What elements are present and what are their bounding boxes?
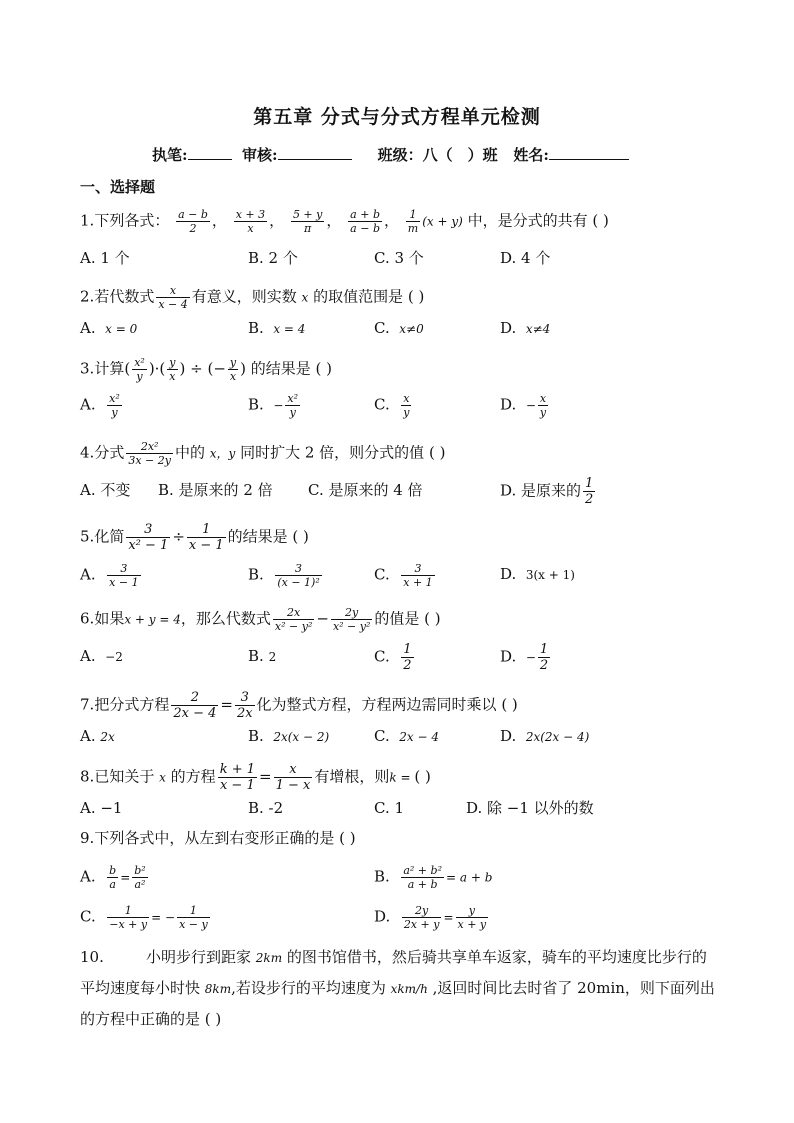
q8-text: 已知关于 [94,767,155,786]
reviewer-label: 审核: [242,146,278,164]
q5-text: 化简 [94,527,125,546]
q8-option-b[interactable]: B. -2 [248,799,284,817]
q3-fraction-3: $\frac{y}{x}$ [229,356,237,383]
q4-option-d[interactable]: D. 是原来的 $\frac{1}{2}$ [500,476,594,507]
q8-fraction-2: $\frac{x}{1 - x}$ [275,762,311,793]
q4-fraction: $\frac{\text{2x²}}{3x - 2y}$ [128,440,171,467]
q7-option-b[interactable]: B. 2x(x − 2) [248,727,330,745]
q5-option-d[interactable]: D. 3(x + 1) [500,565,575,583]
q1-option-b[interactable]: B. 2 个 [248,249,298,267]
q3-fraction-2: $\frac{y}{x}$ [169,356,176,383]
q4-option-a[interactable]: A. 不变 [80,481,131,499]
q9-text: 下列各式中，从左到右变形正确的是 ( ) [94,829,356,847]
question-2: 2.若代数式 $\frac{x}{x - 4}$ 有意义，则实数 x 的取值范围是 ( ) [80,284,425,311]
q1-expr-5: $\frac{1}{m}$ [407,208,419,235]
question-1: 1.下列各式： $\frac{a - b}{2}$ ， $\frac{x + 3}{x}$ ， $\frac{5 + y}{\pi}$ ， $\frac{a + b}{a - b}$ ， $\frac{1}{m}$ (x + y) 中，是分式的共有 ( ) [80,208,609,235]
name-label: 姓名: [513,146,549,164]
q9-option-b[interactable]: B. $\frac{\text{a² + b²}}{a + b}$ = a + b [374,864,493,891]
q2-option-b[interactable]: B. x = 4 [248,319,306,337]
q1-option-c[interactable]: C. 3 个 [374,249,424,267]
q5-option-c[interactable]: C. $\frac{3}{x + 1}$ [374,562,433,589]
question-8: 8.已知关于 x 的方程 $\frac{k + 1}{x - 1}$ = $\frac{x}{1 - x}$ 有增根，则k = ( ) [80,762,431,793]
q3-option-c[interactable]: C. $\frac{x}{y}$ [374,392,410,419]
q4-text: 分式 [94,443,125,462]
q1-text-tail: 中，是分式的共有 ( ) [462,211,609,230]
q7-text: 把分式方程 [94,695,170,714]
q6-option-d[interactable]: D. − $\frac{1}{2}$ [500,642,549,673]
q5-option-a[interactable]: A. $\frac{3}{x - 1}$ [80,562,139,589]
q6-fraction-2: $\frac{2y}{\text{x² − y²}}$ [332,606,371,633]
q6-option-c[interactable]: C. $\frac{1}{2}$ [374,642,412,673]
q6-condition: x + y = 4 [124,612,181,627]
q7-fraction-1: $\frac{2}{2x - 4}$ [173,690,217,721]
q8-option-c[interactable]: C. 1 [374,799,405,817]
q2-option-d[interactable]: D. x≠4 [500,319,551,337]
question-10: 10. 小明步行到距家 2km 的图书馆借书，然后骑共享单车返家，骑车的平均速度比步行的平均速度每小时快 8km,若设步行的平均速度为 xkm/h ,返回时间比去时省了 20min，则下面列出的方程中正确的是 ( ) [80,942,720,1034]
q3-fraction-1: $\frac{\text{x²}}{y}$ [134,356,145,383]
section-heading: 一、选择题 [80,178,156,196]
q1-expr-4: $\frac{a + b}{a - b}$ [350,208,380,235]
question-7: 7.把分式方程 $\frac{2}{2x - 4}$ = $\frac{3}{2x}$ 化为整式方程，方程两边需同时乘以 ( ) [80,690,518,721]
q9-option-d[interactable]: D. $\frac{2y}{2x + y}$ = $\frac{y}{x + y}$ [374,904,487,931]
q6-option-a[interactable]: A. −2 [80,647,123,665]
q7-number: 7. [80,695,95,714]
question-5: 5.化简 $\frac{3}{\text{x² − 1}}$ ÷ $\frac{1}{x - 1}$ 的结果是 ( ) [80,522,309,553]
q1-number: 1. [80,211,95,230]
q1-expr-3: $\frac{5 + y}{\pi}$ [292,208,323,235]
q1-text: 下列各式： [94,211,170,230]
q8-option-d[interactable]: D. 除 −1 以外的数 [466,799,594,817]
class-label: 班级：八（ ）班 [377,146,498,164]
q2-option-c[interactable]: C. x≠0 [374,319,424,337]
q2-fraction: $\frac{x}{x - 4}$ [158,284,188,311]
q6-number: 6. [80,609,95,628]
q3-option-b[interactable]: B. − $\frac{\text{x²}}{y}$ [248,392,299,419]
q10-speed-diff: 8km [204,982,232,996]
q10-number: 10. [80,948,104,966]
q4-half-fraction: $\frac{1}{2}$ [585,476,594,507]
info-line [152,144,629,165]
question-4: 4.分式 $\frac{\text{2x²}}{3x - 2y}$ 中的 x，y 同时扩大 2 倍，则分式的值 ( ) [80,440,446,467]
q8-number: 8. [80,767,95,786]
q2-var: x [301,290,309,305]
q6-option-b[interactable]: B. 2 [248,647,277,665]
q5-fraction-1: $\frac{3}{\text{x² − 1}}$ [128,522,169,553]
q2-option-a[interactable]: A. x = 0 [80,319,138,337]
q8-fraction-1: $\frac{k + 1}{x - 1}$ [219,762,255,793]
q1-expr-2: $\frac{x + 3}{x}$ [235,208,266,235]
q8-option-a[interactable]: A. −1 [80,799,123,817]
question-3: 3.计算( $\frac{\text{x²}}{y}$ )·( $\frac{y}{x}$ ) ÷ (− $\frac{y}{x}$ ) 的结果是 ( ) [80,356,333,383]
q6-fraction-1: $\frac{2x}{\text{x² − y²}}$ [274,606,313,633]
q3-text: 计算 [94,359,125,378]
q4-option-c[interactable]: C. 是原来的 4 倍 [308,481,423,499]
q10-speed-var: xkm/h [390,982,428,996]
q5-fraction-2: $\frac{1}{x - 1}$ [188,522,224,553]
q1-option-d[interactable]: D. 4 个 [500,249,551,267]
reviewer-blank[interactable] [278,145,352,160]
q1-expr-5-tail: (x + y) [422,214,463,229]
author-label: 执笔: [152,146,188,164]
q3-number: 3. [80,359,95,378]
q9-number: 9. [80,829,95,847]
q1-expr-1: $\frac{a - b}{2}$ [178,208,208,235]
author-blank[interactable] [188,145,232,160]
q4-number: 4. [80,443,95,462]
question-6: 6.如果x + y = 4，那么代数式 $\frac{2x}{\text{x² − y²}}$ − $\frac{2y}{\text{x² − y²}}$ 的值是 ( ) [80,606,441,633]
q4-vars: x，y [209,446,236,461]
q6-text: 如果 [94,609,125,628]
q1-option-a[interactable]: A. 1 个 [80,249,130,267]
q9-option-c[interactable]: C. $\frac{1}{-x + y}$ = − $\frac{1}{x - y}$ [80,904,208,931]
q5-option-b[interactable]: B. $\frac{3}{\text{(x − 1)²}}$ [248,562,320,589]
q7-option-d[interactable]: D. 2x(2x − 4) [500,727,590,745]
name-blank[interactable] [549,145,629,160]
question-9 [80,828,356,848]
q2-text: 若代数式 [94,287,155,306]
q7-option-a[interactable]: A. 2x [80,727,115,745]
q3-option-a[interactable]: A. $\frac{\text{x²}}{y}$ [80,392,120,419]
q2-number: 2. [80,287,95,306]
q5-number: 5. [80,527,95,546]
q7-fraction-2: $\frac{3}{2x}$ [236,690,253,721]
q4-option-b[interactable]: B. 是原来的 2 倍 [158,481,273,499]
q3-option-d[interactable]: D. − $\frac{x}{y}$ [500,392,547,419]
q10-distance: 2km [255,951,283,965]
page-title: 第五章 分式与分式方程单元检测 [253,106,541,128]
q9-option-a[interactable]: A. $\frac{b}{a}$ = $\frac{\text{b²}}{\text{a²}}$ [80,864,146,891]
q7-option-c[interactable]: C. 2x − 4 [374,727,439,745]
